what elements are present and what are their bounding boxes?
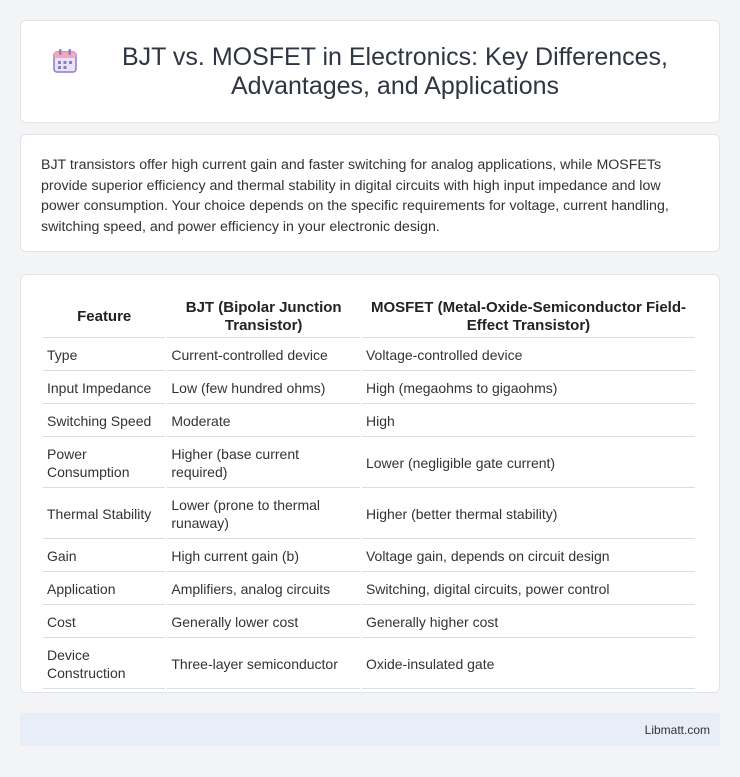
cell-mosfet: Voltage gain, depends on circuit design <box>362 541 695 572</box>
table-row <box>43 373 695 404</box>
cell-feature: Input Impedance <box>43 373 165 404</box>
calendar-icon <box>51 47 79 75</box>
cell-feature: Cost <box>43 607 165 638</box>
cell-mosfet: High (megaohms to gigaohms) <box>362 373 695 404</box>
table-row <box>43 490 695 539</box>
cell-mosfet: Oxide-insulated gate <box>362 640 695 689</box>
table-row <box>43 607 695 638</box>
summary-card <box>20 134 720 252</box>
table-row <box>43 574 695 605</box>
cell-mosfet: Voltage-controlled device <box>362 340 695 371</box>
cell-bjt: Lower (prone to thermal runaway) <box>167 490 360 539</box>
cell-feature: Switching Speed <box>43 406 165 437</box>
cell-bjt: Amplifiers, analog circuits <box>167 574 360 605</box>
cell-feature: Application <box>43 574 165 605</box>
table-row <box>43 439 695 488</box>
cell-bjt: High current gain (b) <box>167 541 360 572</box>
footer-brand-link[interactable]: Libmatt.com <box>644 722 710 737</box>
cell-bjt: Low (few hundred ohms) <box>167 373 360 404</box>
header-mosfet: MOSFET (Metal-Oxide-Semiconductor Field-Effect Transistor) <box>362 297 695 338</box>
cell-bjt: Moderate <box>167 406 360 437</box>
comparison-table-card <box>20 274 720 693</box>
cell-feature: Power Consumption <box>43 439 165 488</box>
table-row <box>43 340 695 371</box>
table-row <box>43 541 695 572</box>
cell-feature: Device Construction <box>43 640 165 689</box>
page-title: BJT vs. MOSFET in Electronics: Key Differences, Advantages, and Applications <box>121 42 668 100</box>
cell-bjt: Higher (base current required) <box>167 439 360 488</box>
cell-bjt: Generally lower cost <box>167 607 360 638</box>
comparison-table <box>41 295 697 691</box>
title-wrap <box>21 43 719 101</box>
cell-feature: Thermal Stability <box>43 490 165 539</box>
cell-mosfet: Generally higher cost <box>362 607 695 638</box>
cell-feature: Gain <box>43 541 165 572</box>
cell-mosfet: High <box>362 406 695 437</box>
cell-bjt: Three-layer semiconductor <box>167 640 360 689</box>
cell-bjt: Current-controlled device <box>167 340 360 371</box>
table-row <box>43 640 695 689</box>
header-bjt: BJT (Bipolar Junction Transistor) <box>167 297 360 338</box>
title-card <box>20 20 720 123</box>
footer-bar <box>20 713 720 746</box>
cell-mosfet: Switching, digital circuits, power control <box>362 574 695 605</box>
cell-mosfet: Higher (better thermal stability) <box>362 490 695 539</box>
cell-feature: Type <box>43 340 165 371</box>
table-header-row <box>43 297 695 338</box>
cell-mosfet: Lower (negligible gate current) <box>362 439 695 488</box>
header-feature: Feature <box>43 297 165 338</box>
summary-text: BJT transistors offer high current gain and faster switching for analog applications, while MOSFETs provide superior efficiency and thermal stability in digital circuits with high input impedance and low power consumption. Your choice depends on the specific requirements for voltage, current handling, switching speed, and power efficiency in your electronic design. <box>41 157 669 235</box>
table-row <box>43 406 695 437</box>
